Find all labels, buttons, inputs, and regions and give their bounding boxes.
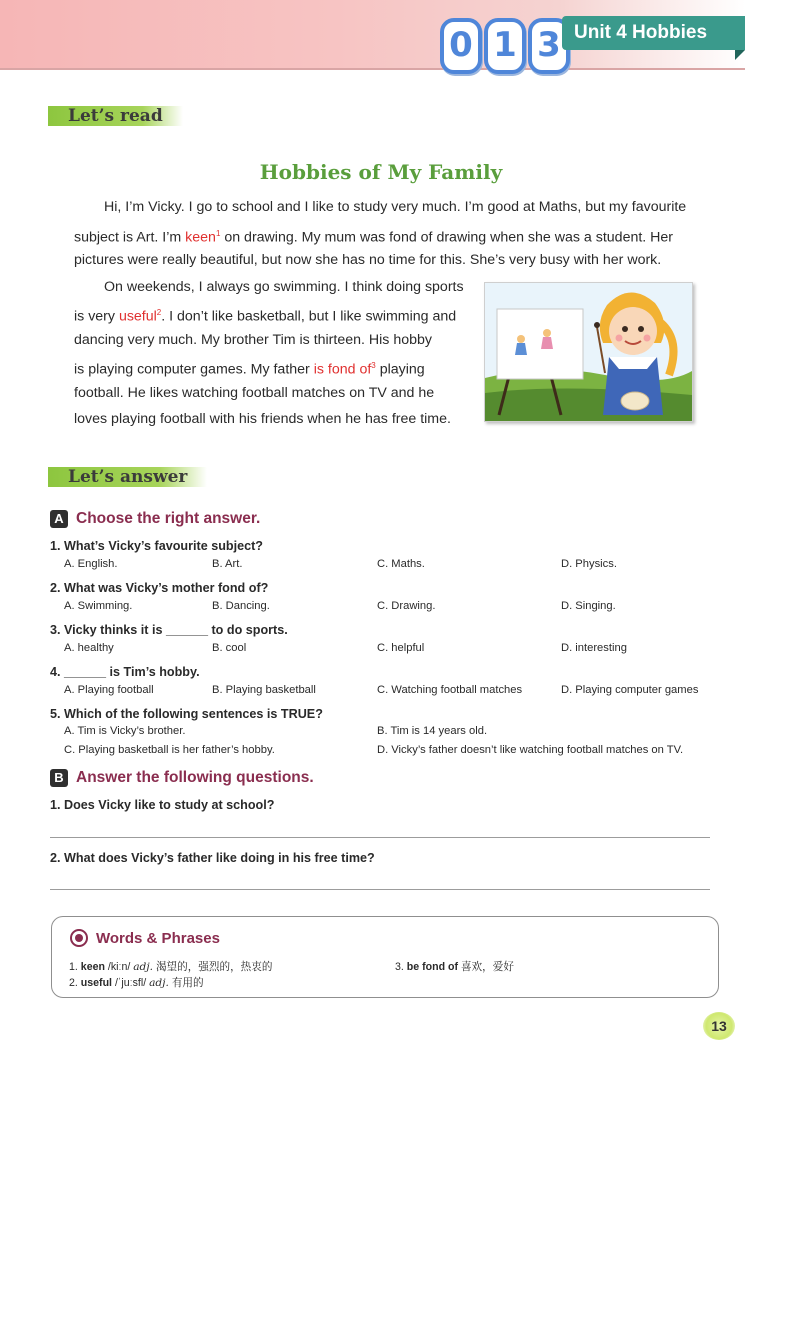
paragraph-line: loves playing football with his friends when he has free time.: [74, 411, 451, 427]
option-b[interactable]: B. Playing basketball: [212, 684, 316, 696]
option-c[interactable]: C. Maths.: [377, 558, 425, 570]
option-a[interactable]: A. healthy: [64, 642, 114, 654]
part-b-letter: B: [50, 769, 68, 787]
option-a[interactable]: A. Tim is Vicky’s brother.: [64, 725, 186, 737]
header-divider: [0, 68, 745, 70]
option-a[interactable]: A. English.: [64, 558, 118, 570]
words-phrases-title: Words & Phrases: [96, 929, 220, 947]
paragraph-line: football. He likes watching football matches on TV and he: [74, 385, 435, 401]
lets-answer-label: Let’s answer: [48, 467, 207, 487]
option-d[interactable]: D. interesting: [561, 642, 627, 654]
keyword-keen: keen: [185, 229, 216, 246]
option-b[interactable]: B. Tim is 14 years old.: [377, 725, 488, 737]
question-2: 2. What was Vicky’s mother fond of?: [50, 581, 269, 595]
paragraph-line: is playing computer games. My father is fond $of^3$ playing: [74, 361, 425, 378]
answer-line[interactable]: [50, 837, 710, 838]
option-c[interactable]: C. helpful: [377, 642, 425, 654]
paragraph-line: pictures were really beautiful, but now she has no time for this. She’s very busy with her work.: [74, 252, 662, 268]
paragraph-line: Hi, I’m Vicky. I go to school and I like to study very much. I’m good at Maths, but my favourite: [104, 199, 687, 215]
part-a-title: Choose the right answer.: [76, 510, 261, 527]
option-c[interactable]: C. Drawing.: [377, 600, 436, 612]
paragraph-line: is very useful$^2$. I don’t like basketball, but I like swimming and: [74, 308, 457, 325]
unit-tab-fold: [735, 50, 745, 60]
part-b-heading: [50, 769, 314, 787]
paragraph-line: dancing very much. My brother Tim is thirteen. His hobby: [74, 332, 432, 348]
vocab-item: 3. be fond of 喜欢，爱好: [395, 961, 514, 973]
option-d[interactable]: D. Playing computer games: [561, 684, 699, 696]
keyword-fond-of: is fond of: [313, 361, 372, 378]
option-b[interactable]: B. Art.: [212, 558, 243, 570]
keyword-useful: useful: [118, 308, 157, 325]
story-title: Hobbies of My Family: [259, 160, 503, 184]
question-4: 4. ______ is Tim’s hobby.: [50, 665, 200, 679]
answer-line[interactable]: [50, 889, 710, 890]
page-digit: 3: [528, 18, 570, 74]
open-question-2: 2. What does Vicky’s father like doing in his free time?: [50, 851, 375, 865]
option-c[interactable]: C. Playing basketball is her father’s hobby.: [64, 744, 275, 756]
option-b[interactable]: B. Dancing.: [212, 600, 270, 612]
option-c[interactable]: C. Watching football matches: [377, 684, 523, 696]
girl-painting-illustration: [484, 282, 693, 422]
part-a-heading: [50, 510, 260, 528]
question-1: 1. What’s Vicky’s favourite subject?: [50, 539, 263, 553]
open-question-1: 1. Does Vicky like to study at school?: [50, 798, 275, 812]
page-digit: 1: [484, 18, 526, 74]
page-digit: 0: [440, 18, 482, 74]
option-a[interactable]: A. Swimming.: [64, 600, 133, 612]
part-a-letter: A: [50, 510, 68, 528]
question-3: 3. Vicky thinks it is ______ to do sports.: [50, 623, 288, 637]
words-phrases-box: [51, 916, 719, 998]
question-5: 5. Which of the following sentences is TRUE?: [50, 707, 323, 721]
lets-read-label: Let’s read: [48, 106, 183, 126]
target-circle-icon: [70, 929, 88, 947]
page-footer-number: 13: [703, 1012, 735, 1040]
option-d[interactable]: D. Singing.: [561, 600, 616, 612]
option-d[interactable]: D. Physics.: [561, 558, 617, 570]
words-phrases-heading: [70, 929, 220, 947]
option-a[interactable]: A. Playing football: [64, 684, 154, 696]
page-number-badge: [440, 18, 570, 74]
part-b-title: Answer the following questions.: [76, 769, 314, 786]
vocab-item: 1. keen /kiːn/ adj. 渴望的，强烈的，热衷的: [69, 961, 273, 973]
paragraph-line: subject is Art. I’m keen$^1$ on drawing. My mum was fond of drawing when she was a student. Her: [74, 229, 674, 246]
paragraph-line: On weekends, I always go swimming. I think doing sports: [104, 279, 464, 295]
vocab-item: 2. useful /ˈjuːsfl/ adj. 有用的: [69, 977, 204, 989]
option-d[interactable]: D. Vicky’s father doesn’t like watching football matches on TV.: [377, 744, 684, 756]
option-b[interactable]: B. cool: [212, 642, 247, 654]
unit-title-tab: Unit 4 Hobbies: [562, 16, 745, 50]
